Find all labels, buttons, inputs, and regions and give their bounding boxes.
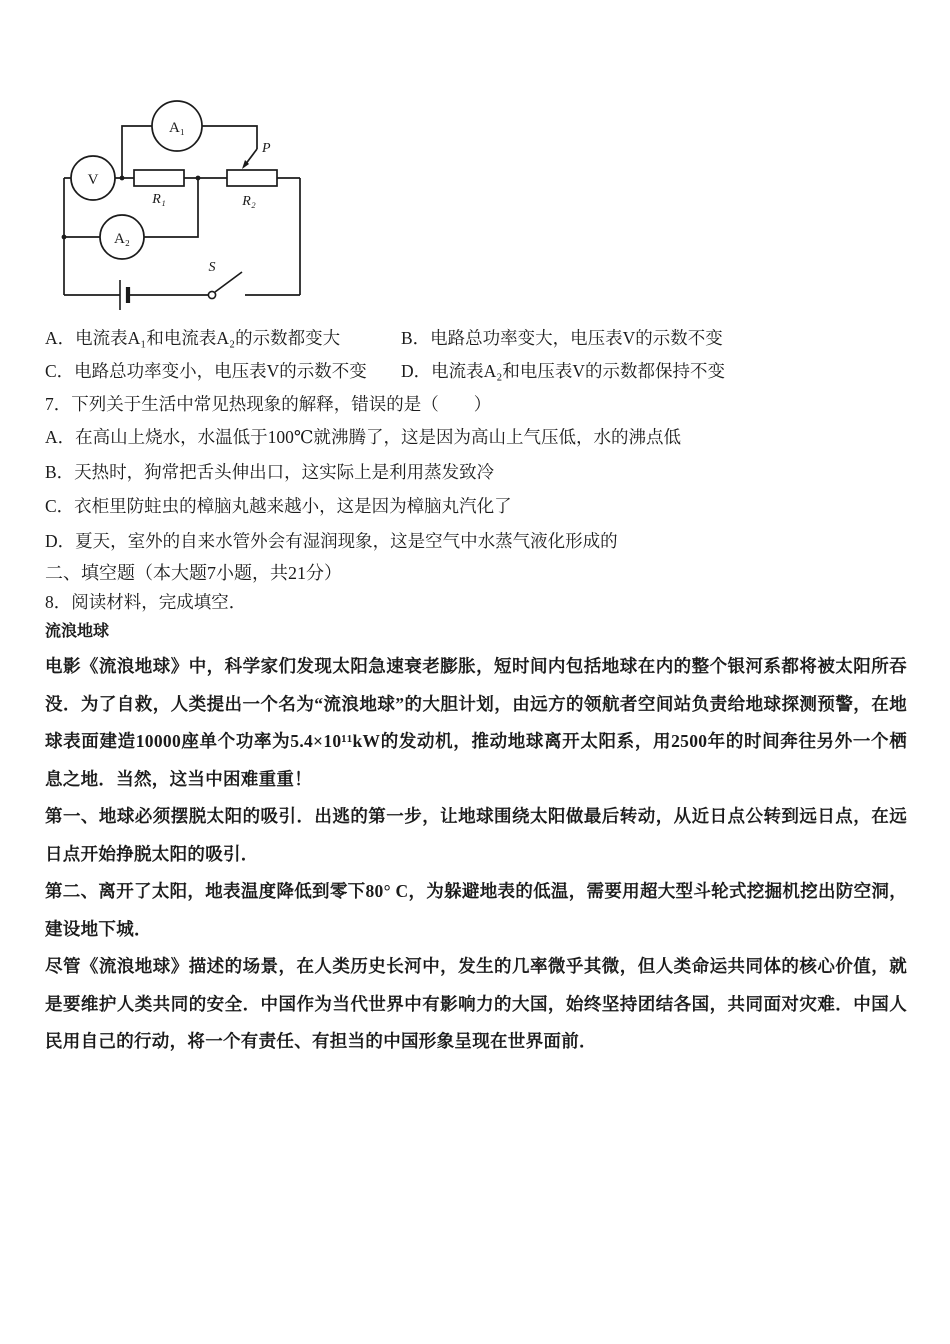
- ammeter2-label: A₂: [113, 231, 131, 247]
- circuit-figure: [52, 95, 312, 317]
- question8-intro: 8．阅读材料，完成填空．: [45, 592, 247, 612]
- question6-option-a: A．电流表A₁和电流表A₂的示数都变大: [45, 328, 341, 348]
- material-paragraph-4: 尽管《流浪地球》描述的场景，在人类历史长河中，发生的几率微乎其微，但人类命运共同体的核心价值，就是要维护人类共同的安全．中国作为当代世界中有影响力的大国，始终坚持团结各国，共同面对灾难．中国人民用自己的行动，将一个有责任、有担当的中国形象呈现在世界面前．: [45, 956, 907, 1051]
- resistor2-label: R₂: [242, 194, 256, 209]
- resistor1-box: [134, 170, 184, 186]
- voltmeter-label: V: [87, 172, 99, 188]
- junction-dot: [120, 176, 125, 181]
- switch-label: S: [208, 260, 216, 275]
- question6-options-row1: [45, 322, 907, 355]
- junction-dot: [196, 176, 201, 181]
- slider-label: P: [262, 141, 271, 156]
- question7-option-d: D．夏天，室外的自来水管外会有湿润现象，这是空气中水蒸气液化形成的: [45, 530, 618, 551]
- question7-option-b: B．天热时，狗常把舌头伸出口，这实际上是利用蒸发致冷: [45, 461, 495, 482]
- material-paragraph-1: 电影《流浪地球》中，科学家们发现太阳急速衰老膨胀，短时间内包括地球在内的整个银河系都将被太阳所吞没．为了自救，人类提出一个名为“流浪地球”的大胆计划，由远方的领航者空间站负责给地球探测预警，在地球表面建造10000座单个功率为5.4×10¹¹kW的发动机，推动地球离开太阳系，用2500年的时间奔往另外一个栖息之地．当然，这当中困难重重！: [45, 656, 907, 789]
- switch-pivot: [208, 291, 215, 298]
- question7-stem: 7．下列关于生活中常见热现象的解释，错误的是（ ）: [45, 394, 492, 414]
- document-body: [45, 322, 907, 1061]
- section2-heading: 二、填空题（本大题7小题，共21分）: [45, 563, 342, 583]
- ammeter1-label: A₁: [168, 120, 186, 136]
- resistor1-label: R₁: [152, 192, 166, 207]
- resistor2-box: [227, 170, 277, 186]
- question6-option-c: C．电路总功率变小，电压表V的示数不变: [45, 361, 367, 381]
- question7-option-c: C．衣柜里防蛀虫的樟脑丸越来越小，这是因为樟脑丸汽化了: [45, 496, 512, 516]
- material-title: 流浪地球: [45, 623, 110, 640]
- question7-option-a: A．在高山上烧水，水温低于100℃就沸腾了，这是因为高山上气压低，水的沸点低: [45, 427, 681, 447]
- material-paragraph-3: 第二、离开了太阳，地表温度降低到零下80° C，为躲避地表的低温，需要用超大型斗轮式挖掘机挖出防空洞，建设地下城．: [45, 881, 907, 939]
- question6-options-row2: [45, 355, 907, 388]
- circuit-diagram: [52, 95, 312, 317]
- material-paragraph-2: 第一、地球必须摆脱太阳的吸引．出逃的第一步，让地球围绕太阳做最后转动，从近日点公转到远日点，在远日点开始挣脱太阳的吸引．: [45, 806, 907, 864]
- reading-material: [45, 648, 907, 1061]
- question6-option-b: B．电路总功率变大，电压表V的示数不变: [401, 328, 723, 348]
- junction-dot: [62, 235, 67, 240]
- question6-option-d: D．电流表A₂和电压表V的示数都保持不变: [401, 361, 726, 381]
